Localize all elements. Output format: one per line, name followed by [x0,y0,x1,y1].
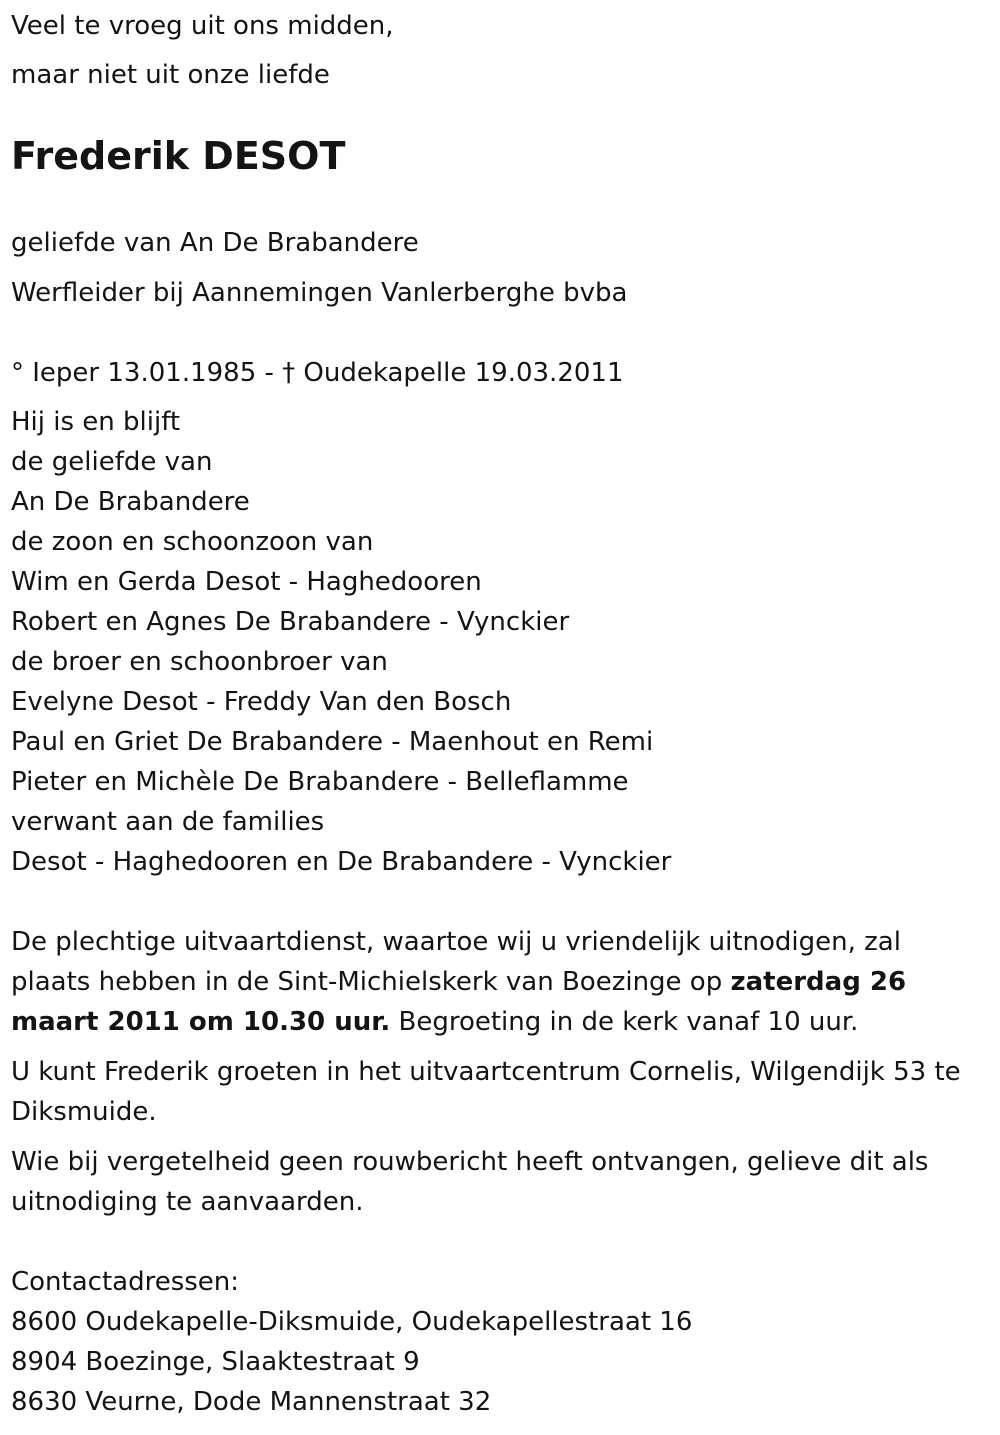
death-text: Oudekapelle 19.03.2011 [295,358,624,388]
family-line: Wim en Gerda Desot - Haghedooren [11,567,482,597]
family-line: de broer en schoonbroer van [11,647,388,677]
family-line: de zoon en schoonzoon van [11,527,374,557]
funeral-paragraph [11,922,971,1042]
family-line: Paul en Griet De Brabandere - Maenhout en Remi [11,727,654,757]
visit-paragraph: U kunt Frederik groeten in het uitvaartcentrum Cornelis, Wilgendijk 53 te Diksmuide. [11,1057,961,1127]
family-line: Evelyne Desot - Freddy Van den Bosch [11,687,512,717]
family-line: de geliefde van [11,447,213,477]
cross-icon: † [282,358,296,388]
contact-address: 8904 Boezinge, Slaaktestraat 9 [11,1347,420,1377]
contact-title: Contactadressen: [11,1267,240,1297]
notice-paragraph: Wie bij vergetelheid geen rouwbericht heeft ontvangen, gelieve dit als uitnodiging te aanvaarden. [11,1147,929,1217]
family-line: verwant aan de families [11,807,325,837]
intro-line: maar niet uit onze liefde [11,60,330,90]
birth-death-dates [11,356,624,390]
funeral-date: zaterdag 26 maart 2011 om 10.30 uur. [11,967,907,1037]
family-line: Pieter en Michèle De Brabandere - Belleflamme [11,767,629,797]
family-line: Hij is en blijft [11,407,181,437]
family-line: Desot - Haghedooren en De Brabandere - Vynckier [11,847,672,877]
funeral-text: De plechtige uitvaartdienst, waartoe wij u vriendelijk uitnodigen, zal plaats hebben in de Sint-Michielskerk van Boezinge op [11,927,901,997]
contact-address: 8630 Veurne, Dode Mannenstraat 32 [11,1387,492,1417]
deceased-name: Frederik DESOT [11,134,346,178]
family-line: An De Brabandere [11,487,250,517]
family-line: Robert en Agnes De Brabandere - Vynckier [11,607,570,637]
birth-text: ° Ieper 13.01.1985 - [11,358,283,388]
relation-line: geliefde van An De Brabandere [11,228,419,258]
occupation-line: Werfleider bij Aannemingen Vanlerberghe bvba [11,278,628,308]
reception-text: Begroeting in de kerk vanaf 10 uur. [390,1007,859,1037]
contact-address: 8600 Oudekapelle-Diksmuide, Oudekapellestraat 16 [11,1307,693,1337]
intro-line: Veel te vroeg uit ons midden, [11,11,394,41]
